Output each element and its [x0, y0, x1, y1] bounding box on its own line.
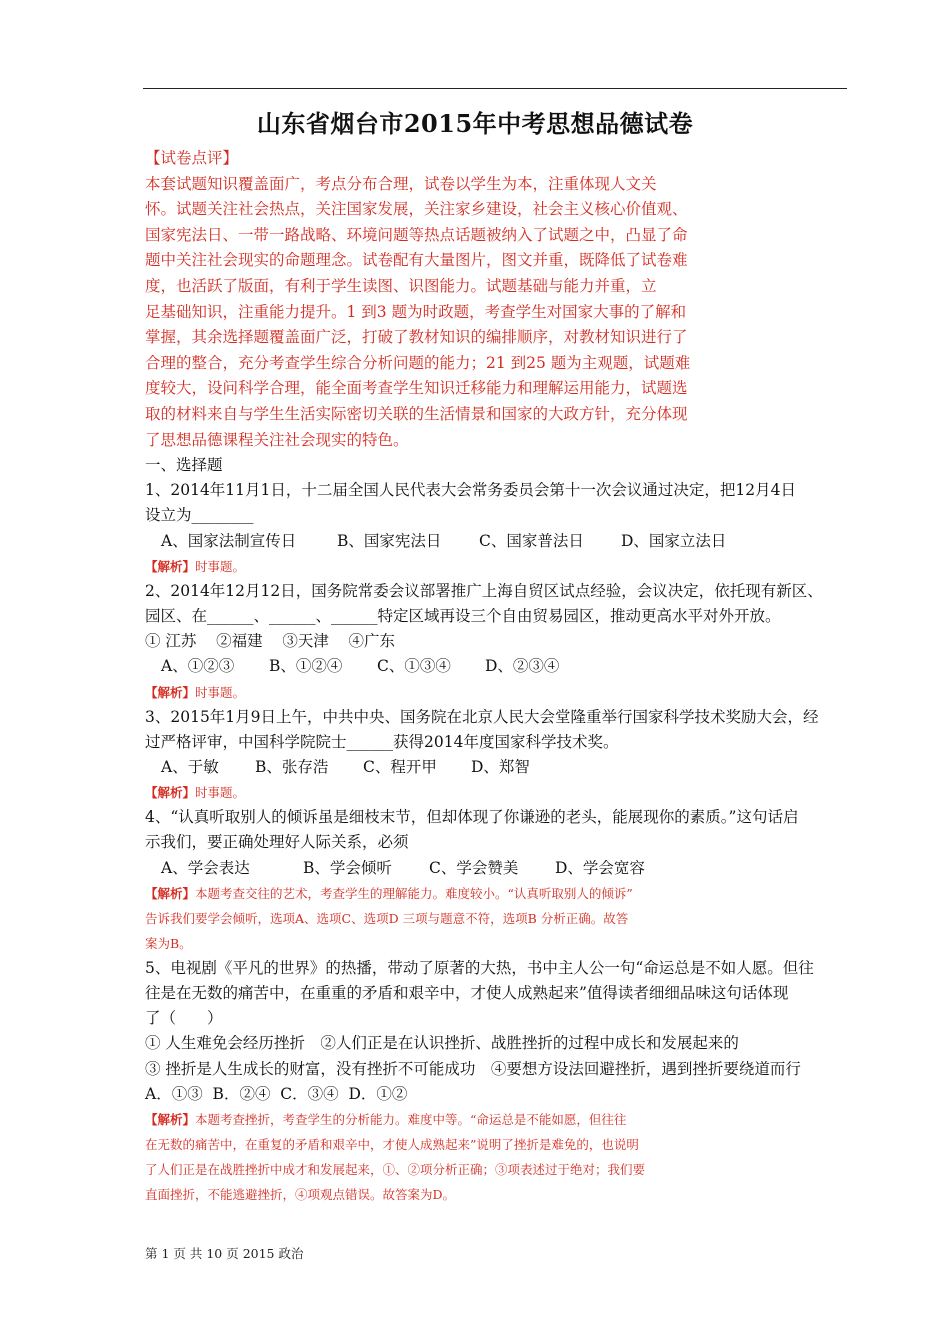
question-5: [145, 956, 855, 1207]
analysis: [145, 780, 855, 805]
question-options: [145, 755, 855, 780]
question-3: [145, 705, 855, 806]
analysis-tag: 【解析】: [145, 785, 196, 801]
analysis: [145, 680, 855, 705]
question-stem: 往是在无数的痛苦中，在重重的矛盾和艰辛中，才使人成熟起来”值得读者细细品味这句话体现: [145, 983, 789, 1002]
review-line: 取的材料来自与学生生活实际密切关联的生活情景和国家的大政方针，充分体现: [145, 404, 688, 423]
question-stem: 4、“认真听取别人的倾诉虽是细枝末节，但却体现了你谦逊的老头，能展现你的素质。”这句话启: [145, 808, 799, 827]
question-options: [145, 529, 855, 554]
analysis-text: 案为B。: [145, 935, 192, 951]
question-stem: 1、2014年11月1日，十二届全国人民代表大会常务委员会第十一次会议通过决定，把12月4日: [145, 481, 796, 500]
analysis-text: 本题考查交往的艺术，考查学生的理解能力。难度较小。“认真听取别人的倾诉”: [195, 885, 633, 901]
analysis-tag: 【解析】: [145, 885, 196, 901]
document-body: [145, 146, 855, 1207]
analysis: [145, 554, 855, 579]
analysis-text: 时事题。: [195, 785, 246, 801]
review-line: 本套试题知识覆盖面广，考点分布合理，试卷以学生为本，注重体现人文关: [145, 174, 657, 193]
header-rule: [143, 88, 847, 89]
question-stem: 设立为________: [145, 506, 254, 525]
page-footer: 第 1 页 共 10 页 2015 政治: [145, 1246, 304, 1261]
question-stem: 示我们，要正确处理好人际关系，必须: [145, 833, 409, 852]
question-stem: 了（ ）: [145, 1009, 223, 1028]
review-line: 题中关注社会现实的命题理念。试卷配有大量图片，图文并重，既降低了试卷难: [145, 251, 688, 270]
option-d: D、国家立法日: [621, 531, 727, 550]
option-c: C、国家普法日: [479, 531, 584, 550]
review-line: 掌握，其余选择题覆盖面广泛，打破了教材知识的编排顺序，对教材知识进行了: [145, 328, 688, 347]
section-title: 一、选择题: [145, 456, 223, 475]
analysis-text: 时事题。: [195, 558, 246, 574]
option-c: C、①③④: [377, 657, 451, 676]
review-line: 度较大，设问科学合理，能全面考查学生知识迁移能力和理解运用能力，试题选: [145, 379, 688, 398]
review-line: 了思想品德课程关注社会现实的特色。: [145, 430, 409, 449]
analysis-text: 本题考查挫折，考查学生的分析能力。难度中等。“命运总是不能如愿，但往往: [195, 1111, 627, 1127]
option-a: A、①②③: [161, 657, 235, 676]
question-options: A．①③ B．②④ C．③④ D．①②: [145, 1084, 408, 1103]
review-line: 怀。试题关注社会热点，关注国家发展，关注家乡建设，社会主义核心价值观、: [145, 200, 688, 219]
review-line: 国家宪法日、一带一路战略、环境问题等热点话题被纳入了试题之中，凸显了命: [145, 225, 688, 244]
analysis: [145, 1107, 855, 1132]
review-line: 足基础知识，注重能力提升。1 到3 题为时政题，考查学生对国家大事的了解和: [145, 302, 687, 321]
analysis-text: 了人们正是在战胜挫折中成才和发展起来，①、②项分析正确；③项表述过于绝对；我们要: [145, 1161, 646, 1177]
question-4: [145, 805, 855, 956]
question-stem: ① 人生难免会经历挫折 ②人们正是在认识挫折、战胜挫折的过程中成长和发展起来的: [145, 1034, 739, 1053]
review-block: [145, 146, 855, 453]
question-options: [145, 856, 855, 881]
option-a: A、学会表达: [161, 858, 250, 877]
option-d: D、学会宽容: [555, 858, 645, 877]
option-c: C、程开甲: [363, 757, 437, 776]
option-b: B、张存浩: [255, 757, 329, 776]
option-c: C、学会赞美: [429, 858, 519, 877]
analysis-text: 直面挫折，不能逃避挫折，④项观点错误。故答案为D。: [145, 1186, 456, 1202]
analysis-text: 在无数的痛苦中，在重复的矛盾和艰辛中，才使人成熟起来”说明了挫折是难免的，也说明: [145, 1136, 639, 1152]
question-1: [145, 478, 855, 579]
question-stem: 2、2014年12月12日，国务院常委会议部署推广上海自贸区试点经验，会议决定，依托现有新区、: [145, 581, 823, 600]
question-stem: ① 江苏 ②福建 ③天津 ④广东: [145, 632, 396, 651]
option-d: D、郑智: [471, 757, 530, 776]
question-stem: 5、电视剧《平凡的世界》的热播，带动了原著的大热，书中主人公一句“命运总是不如人愿。但往: [145, 958, 814, 977]
question-options: [145, 654, 855, 679]
analysis-tag: 【解析】: [145, 558, 196, 574]
analysis-text: 时事题。: [195, 684, 246, 700]
option-b: B、学会倾听: [303, 858, 392, 877]
question-stem: 过严格评审，中国科学院院士______获得2014年度国家科学技术奖。: [145, 732, 619, 751]
option-d: D、②③④: [485, 657, 560, 676]
analysis: [145, 881, 855, 906]
review-line: 度，也活跃了版面，有利于学生读图、识图能力。试题基础与能力并重，立: [145, 276, 657, 295]
question-stem: 园区、在______、______、______特定区域再设三个自由贸易园区，推动更高水平对外开放。: [145, 606, 781, 625]
question-stem: 3、2015年1月9日上午，中共中央、国务院在北京人民大会堂隆重举行国家科学技术奖励大会，经: [145, 707, 819, 726]
option-a: A、国家法制宣传日: [161, 531, 297, 550]
analysis-tag: 【解析】: [145, 1111, 196, 1127]
question-2: [145, 579, 855, 705]
analysis-text: 告诉我们要学会倾听，选项A、选项C、选项D 三项与题意不符，选项B 分析正确。故答: [145, 910, 629, 926]
review-line: 合理的整合，充分考查学生综合分析问题的能力；21 到25 题为主观题，试题难: [145, 353, 691, 372]
review-heading: 【试卷点评】: [145, 149, 239, 167]
analysis-tag: 【解析】: [145, 684, 196, 700]
option-b: B、①②④: [269, 657, 343, 676]
option-a: A、于敏: [161, 757, 219, 776]
page-title: 山东省烟台市2015年中考思想品德试卷: [256, 109, 694, 138]
question-stem: ③ 挫折是人生成长的财富，没有挫折不可能成功 ④要想方设法回避挫折，遇到挫折要绕道而行: [145, 1059, 801, 1078]
option-b: B、国家宪法日: [337, 531, 442, 550]
